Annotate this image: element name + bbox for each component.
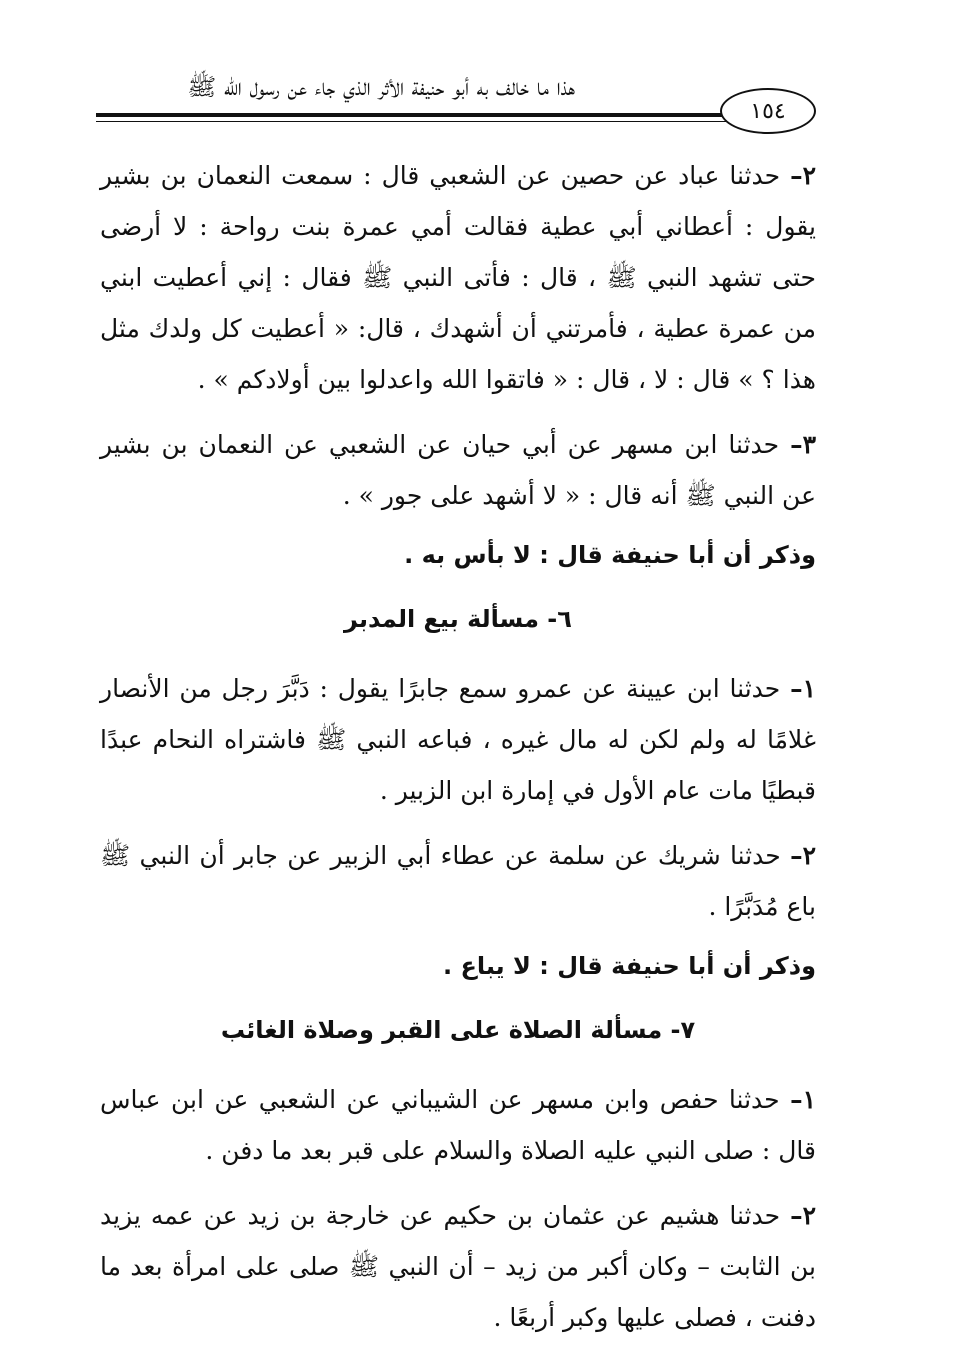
hadith-number: ٢– [790, 161, 816, 190]
hadith-paragraph [100, 1190, 816, 1343]
page-body [100, 150, 816, 1357]
abu-hanifa-statement: وذكر أن أبا حنيفة قال : لا يباع . [443, 952, 816, 980]
header-rule-thin [96, 121, 808, 122]
hadith-paragraph [100, 1074, 816, 1176]
hadith-paragraph [100, 830, 816, 932]
hadith-number: ٣– [790, 430, 816, 459]
section-heading: ٧- مسألة الصلاة على القبر وصلاة الغائب [220, 1016, 696, 1044]
hadith-number: ٢– [790, 1201, 816, 1230]
hadith-text: حدثنا ابن مسهر عن أبي حيان عن الشعبي عن النعمان بن بشير عن النبي ﷺ أنه قال : « لا أشهد على جور » . [100, 430, 816, 510]
running-header-title: هذا ما خالف به أبو حنيفة الأثر الذي جاء عن رسول الله ﷺ [187, 73, 575, 101]
hadith-text: حدثنا عباد عن حصين عن الشعبي قال : سمعت النعمان بن بشير يقول : أعطاني أبي عطية فقالت أمي عمرة بنت رواحة : لا أرضى حتى تشهد النبي ﷺ ، قال : فأتى النبي ﷺ فقال : إني أعطيت ابني من عمرة عطية ، فأمرتني أن أشهدك ، قال: « أعطيت كل ولدك مثل هذا ؟ » قال : لا ، قال : « فاتقوا الله واعدلوا بين أولادكم » . [100, 161, 817, 394]
abu-hanifa-statement: وذكر أن أبا حنيفة قال : لا بأس به . [404, 541, 816, 569]
hadith-paragraph [100, 150, 816, 405]
header-rule-thick [96, 113, 808, 117]
hadith-number: ١– [790, 674, 816, 703]
hadith-number: ١– [790, 1085, 816, 1114]
page-number: ١٥٤ [720, 88, 816, 134]
hadith-text: حدثنا حفص وابن مسهر عن الشيباني عن الشعبي عن ابن عباس قال : صلى النبي عليه الصلاة والسلام على قبر بعد ما دفن . [100, 1085, 816, 1165]
section-heading: ٦- مسألة بيع المدبر [344, 605, 572, 633]
hadith-text: حدثنا هشيم عن عثمان بن حكيم عن خارجة بن زيد عن عمه يزيد بن الثابت – وكان أكبر من زيد – أن النبي ﷺ صلى على امرأة بعد ما دفنت ، فصلى عليها وكبر أربعًا . [100, 1201, 816, 1332]
hadith-number: ٢– [790, 841, 816, 870]
hadith-text: حدثنا ابن عيينة عن عمرو سمع جابرًا يقول : دَبَّرَ رجل من الأنصار غلامًا له ولم لكن له مال غيره ، فباعه النبي ﷺ فاشتراه النحام عبدًا قبطيًا مات عام الأول في إمارة ابن الزبير . [100, 674, 816, 805]
hadith-paragraph [100, 419, 816, 521]
hadith-paragraph [100, 663, 816, 816]
hadith-text: حدثنا شريك عن سلمة عن عطاء أبي الزبير عن جابر أن النبي ﷺ باع مُدَبَّرًا . [100, 841, 816, 921]
